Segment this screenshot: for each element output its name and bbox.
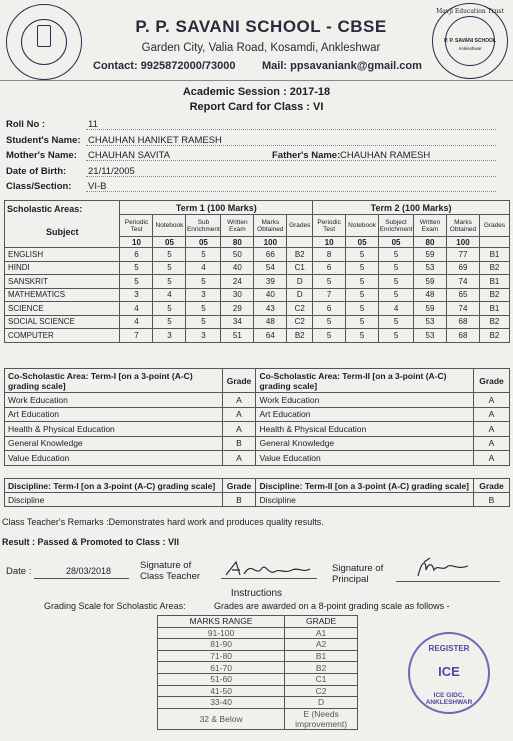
- mark-cell: 5: [379, 315, 414, 329]
- grade-cell: C1: [285, 673, 358, 685]
- subject-cell: SOCIAL SCIENCE: [5, 315, 120, 329]
- mark-cell: 5: [346, 248, 379, 262]
- grading-scale-label: Grading Scale for Scholastic Areas:: [44, 601, 186, 611]
- sig-line-2: Principal: [332, 574, 369, 585]
- mark-cell: 3: [153, 329, 186, 343]
- teacher-signature-line: [221, 578, 317, 579]
- range-cell: 71-80: [158, 650, 285, 662]
- mark-cell: 5: [379, 248, 414, 262]
- mark-cell: 5: [153, 275, 186, 289]
- co-grade-cell: A: [222, 422, 256, 437]
- subject-header-cell: [5, 201, 120, 248]
- logo-arc-text: Mavji Education Trust: [436, 8, 504, 15]
- student-name-label: Student's Name:: [6, 135, 81, 146]
- roll-label: Roll No :: [6, 119, 46, 130]
- co-area-cell: Value Education: [5, 451, 223, 466]
- grading-scale-rows: [158, 627, 358, 729]
- mark-cell: 54: [254, 261, 287, 275]
- table-row: [5, 275, 510, 289]
- table-row: [158, 650, 358, 662]
- dob-value: 21/11/2005: [88, 166, 135, 177]
- sig-line-2: Class Teacher: [140, 571, 201, 582]
- mark-cell: 59: [414, 248, 447, 262]
- mark-cell: 50: [221, 248, 254, 262]
- academic-session: Academic Session : 2017-18: [182, 86, 331, 98]
- co-grade-cell: B: [222, 436, 256, 451]
- mark-cell: B2: [287, 248, 313, 262]
- mark-cell: 6: [120, 248, 153, 262]
- co-area-cell: Value Education: [256, 451, 474, 466]
- grade-cell: D: [285, 697, 358, 709]
- table-row: [158, 662, 358, 674]
- mark-cell: 5: [379, 288, 414, 302]
- range-cell: 41-50: [158, 685, 285, 697]
- range-cell: 81-90: [158, 639, 285, 651]
- co-grade-header: Grade: [222, 369, 256, 393]
- remarks-label: Class Teacher's Remarks :: [2, 517, 109, 527]
- co-area-cell: Work Education: [5, 393, 223, 408]
- max-marks-cell: 05: [186, 237, 221, 248]
- grade-cell: A2: [285, 639, 358, 651]
- range-cell: 61-70: [158, 662, 285, 674]
- table-row: [5, 451, 510, 466]
- mark-cell: 5: [120, 261, 153, 275]
- t1-col-header: Periodic Test: [120, 215, 153, 237]
- co-grade-cell: A: [222, 407, 256, 422]
- subject-cell: SANSKRIT: [5, 275, 120, 289]
- term2-header: Term 2 (100 Marks): [313, 201, 510, 215]
- dotline: [86, 145, 496, 146]
- mother-name-label: Mother's Name:: [6, 150, 77, 161]
- co-area-cell: Health & Physical Education: [256, 422, 474, 437]
- co-term1-header: Co-Scholastic Area: Term-I [on a 3-point (A-C) grading scale]: [5, 369, 223, 393]
- table-row: [5, 248, 510, 262]
- co-area-cell: Health & Physical Education: [5, 422, 223, 437]
- mark-cell: 7: [313, 288, 346, 302]
- grade-cell: A1: [285, 627, 358, 639]
- teacher-signature-icon: [222, 558, 314, 580]
- co-grade-header: Grade: [473, 369, 509, 393]
- result-line: Result : Passed & Promoted to Class : VII: [2, 537, 180, 547]
- mark-cell: 3: [186, 329, 221, 343]
- mark-cell: 66: [254, 248, 287, 262]
- mark-cell: 5: [186, 248, 221, 262]
- principal-signature-line: [396, 581, 500, 582]
- subject-label: Subject: [45, 227, 79, 237]
- discipline-label: Discipline: [5, 493, 223, 507]
- co-grade-cell: A: [222, 393, 256, 408]
- date-label: Date :: [6, 566, 32, 577]
- torch-icon: [37, 25, 51, 47]
- subject-cell: MATHEMATICS: [5, 288, 120, 302]
- mark-cell: B1: [479, 275, 509, 289]
- mark-cell: 5: [120, 275, 153, 289]
- date-value: 28/03/2018: [66, 566, 112, 576]
- mark-cell: 4: [153, 288, 186, 302]
- mark-cell: 3: [120, 288, 153, 302]
- mark-cell: 74: [446, 302, 479, 316]
- grading-scale-note: Grades are awarded on a 8-point grading scale as follows -: [214, 601, 450, 611]
- teacher-signature-label: [140, 560, 200, 582]
- table-row: [5, 302, 510, 316]
- discipline-table: [4, 478, 510, 507]
- range-cell: 33-40: [158, 697, 285, 709]
- table-row: [158, 697, 358, 709]
- mark-cell: 5: [379, 329, 414, 343]
- mark-cell: 39: [254, 275, 287, 289]
- co-area-cell: Work Education: [256, 393, 474, 408]
- mark-cell: 34: [221, 315, 254, 329]
- table-row: [5, 422, 510, 437]
- dotline: [86, 129, 496, 130]
- scholastic-area-label: Scholastic Areas:: [7, 204, 83, 214]
- mark-cell: 53: [414, 315, 447, 329]
- mark-cell: 5: [346, 315, 379, 329]
- scholastic-rows: [5, 248, 510, 343]
- subject-cell: HINDI: [5, 261, 120, 275]
- mark-cell: 5: [313, 275, 346, 289]
- co-grade-cell: A: [473, 422, 509, 437]
- mark-cell: D: [287, 288, 313, 302]
- mark-cell: B2: [479, 288, 509, 302]
- co-scholastic-table: [4, 368, 510, 466]
- mark-cell: 59: [414, 302, 447, 316]
- mark-cell: 5: [346, 288, 379, 302]
- table-row: [5, 315, 510, 329]
- co-grade-cell: A: [473, 393, 509, 408]
- range-cell: 51-60: [158, 673, 285, 685]
- grade-header: GRADE: [285, 616, 358, 628]
- mark-cell: B1: [479, 302, 509, 316]
- mark-cell: 5: [346, 329, 379, 343]
- remarks-text: Demonstrates hard work and produces quality results.: [108, 517, 324, 527]
- mother-name-value: CHAUHAN SAVITA: [88, 150, 170, 161]
- max-marks-cell: 10: [120, 237, 153, 248]
- dob-label: Date of Birth:: [6, 166, 67, 177]
- mark-cell: 77: [446, 248, 479, 262]
- table-row: [158, 708, 358, 729]
- student-name-value: CHAUHAN HANIKET RAMESH: [88, 135, 222, 146]
- co-grade-cell: A: [473, 407, 509, 422]
- father-name-label: Father's Name:: [272, 150, 341, 161]
- mark-cell: 40: [254, 288, 287, 302]
- mark-cell: 40: [221, 261, 254, 275]
- instructions-title: Instructions: [230, 588, 283, 599]
- co-grade-cell: A: [473, 451, 509, 466]
- mark-cell: 53: [414, 261, 447, 275]
- subject-cell: ENGLISH: [5, 248, 120, 262]
- stamp-top-text: REGISTER: [428, 644, 470, 653]
- marks-range-header: MARKS RANGE: [158, 616, 285, 628]
- co-scholastic-rows: [5, 393, 510, 466]
- father-name-value: CHAUHAN RAMESH: [340, 150, 431, 161]
- t2-col-header: Written Exam: [414, 215, 447, 237]
- dotline: [86, 191, 496, 192]
- mark-cell: 4: [120, 315, 153, 329]
- co-area-cell: General Knowledge: [256, 436, 474, 451]
- mark-cell: 5: [186, 315, 221, 329]
- table-row: [5, 329, 510, 343]
- principal-signature-label: [332, 563, 383, 585]
- subject-cell: SCIENCE: [5, 302, 120, 316]
- t1-col-header: Sub Enrichment: [186, 215, 221, 237]
- dotline: [86, 160, 496, 161]
- grading-scale-table: [157, 615, 358, 730]
- table-row: [5, 436, 510, 451]
- discipline-grade-header: Grade: [473, 479, 509, 493]
- school-contact: Contact: 9925872000/73000: [93, 60, 236, 72]
- mark-cell: C2: [287, 315, 313, 329]
- sig-line-1: Signature of: [332, 563, 384, 574]
- mark-cell: 30: [221, 288, 254, 302]
- mark-cell: 5: [153, 248, 186, 262]
- school-mail: Mail: ppsavaniank@gmail.com: [262, 60, 422, 72]
- mark-cell: C2: [287, 302, 313, 316]
- school-address: Garden City, Valia Road, Kosamdi, Ankleshwar: [141, 42, 381, 54]
- range-cell: 32 & Below: [158, 708, 285, 729]
- header-divider: [0, 80, 513, 81]
- max-marks-cell: 80: [221, 237, 254, 248]
- mark-cell: B2: [287, 329, 313, 343]
- mark-cell: 5: [313, 329, 346, 343]
- teacher-remarks: [2, 517, 324, 527]
- mark-cell: 53: [414, 329, 447, 343]
- mark-cell: 4: [186, 261, 221, 275]
- mark-cell: 5: [346, 275, 379, 289]
- max-marks-cell: [287, 237, 313, 248]
- mark-cell: 6: [313, 261, 346, 275]
- co-term2-header: Co-Scholastic Area: Term-II [on a 3-point (A-C) grading scale]: [256, 369, 474, 393]
- school-logo-left: [6, 4, 82, 80]
- grade-cell: E (Needs improvement): [285, 708, 358, 729]
- mark-cell: B2: [479, 329, 509, 343]
- range-cell: 91-100: [158, 627, 285, 639]
- mark-cell: 5: [379, 275, 414, 289]
- t2-col-header: Notebook: [346, 215, 379, 237]
- discipline-term2-header: Discipline: Term-II [on a 3-point (A-C) grading scale]: [256, 479, 474, 493]
- max-marks-cell: 05: [379, 237, 414, 248]
- co-area-cell: Art Education: [256, 407, 474, 422]
- registration-stamp: [408, 632, 490, 714]
- max-marks-cell: 100: [446, 237, 479, 248]
- mark-cell: 68: [446, 329, 479, 343]
- grade-cell: B2: [285, 662, 358, 674]
- sig-line-1: Signature of: [140, 560, 192, 571]
- mark-cell: 74: [446, 275, 479, 289]
- dotline: [86, 176, 496, 177]
- subject-cell: COMPUTER: [5, 329, 120, 343]
- table-row: [5, 261, 510, 275]
- co-grade-cell: A: [222, 451, 256, 466]
- principal-signature-icon: [412, 556, 472, 580]
- t1-col-header: Marks Obtained: [254, 215, 287, 237]
- table-row: [5, 393, 510, 408]
- logo-place-text: Ankleshwar: [458, 46, 482, 51]
- mark-cell: 5: [153, 315, 186, 329]
- mark-cell: 4: [120, 302, 153, 316]
- mark-cell: 5: [346, 302, 379, 316]
- mark-cell: 8: [313, 248, 346, 262]
- table-row: [158, 639, 358, 651]
- mark-cell: 59: [414, 275, 447, 289]
- trust-logo-right: [432, 3, 508, 79]
- school-name: P. P. SAVANI SCHOOL - CBSE: [135, 17, 387, 36]
- mark-cell: 48: [414, 288, 447, 302]
- discipline-grade-t2: B: [473, 493, 509, 507]
- mark-cell: 5: [379, 261, 414, 275]
- co-area-cell: General Knowledge: [5, 436, 223, 451]
- t1-col-header: Grades: [287, 215, 313, 237]
- discipline-grade-t1: B: [222, 493, 256, 507]
- mark-cell: C1: [287, 261, 313, 275]
- grade-cell: C2: [285, 685, 358, 697]
- mark-cell: B1: [479, 248, 509, 262]
- table-row: [5, 407, 510, 422]
- logo-school-text: P. P. SAVANI SCHOOL: [444, 38, 496, 44]
- t2-col-header: Grades: [479, 215, 509, 237]
- max-marks-cell: 05: [346, 237, 379, 248]
- max-marks-cell: 05: [153, 237, 186, 248]
- scholastic-table: [4, 200, 510, 343]
- date-underline: [34, 578, 129, 579]
- t2-col-header: Subject Enrichment: [379, 215, 414, 237]
- discipline-grade-header: Grade: [222, 479, 256, 493]
- grade-cell: B1: [285, 650, 358, 662]
- mark-cell: 5: [153, 302, 186, 316]
- mark-cell: 5: [313, 315, 346, 329]
- co-grade-cell: A: [473, 436, 509, 451]
- mark-cell: B2: [479, 315, 509, 329]
- mark-cell: 3: [186, 288, 221, 302]
- term1-header: Term 1 (100 Marks): [120, 201, 313, 215]
- t2-col-header: Periodic Test: [313, 215, 346, 237]
- table-row: [158, 627, 358, 639]
- mark-cell: 48: [254, 315, 287, 329]
- class-value: VI-B: [88, 181, 107, 192]
- mark-cell: 69: [446, 261, 479, 275]
- mark-cell: 4: [379, 302, 414, 316]
- t1-col-header: Notebook: [153, 215, 186, 237]
- class-label: Class/Section:: [6, 181, 72, 192]
- max-marks-cell: 100: [254, 237, 287, 248]
- stamp-bottom-text: ICE GIDC, ANKLESHWAR: [425, 692, 473, 706]
- discipline-label: Discipline: [256, 493, 474, 507]
- mark-cell: B2: [479, 261, 509, 275]
- mark-cell: 5: [346, 261, 379, 275]
- mark-cell: 24: [221, 275, 254, 289]
- mark-cell: 5: [153, 261, 186, 275]
- t2-col-header: Marks Obtained: [446, 215, 479, 237]
- max-marks-cell: [479, 237, 509, 248]
- mark-cell: 65: [446, 288, 479, 302]
- mark-cell: 29: [221, 302, 254, 316]
- stamp-middle-text: ICE: [438, 664, 460, 679]
- discipline-term1-header: Discipline: Term-I [on a 3-point (A-C) grading scale]: [5, 479, 223, 493]
- mark-cell: 68: [446, 315, 479, 329]
- t1-col-header: Written Exam: [221, 215, 254, 237]
- mark-cell: 5: [186, 302, 221, 316]
- table-row: [158, 685, 358, 697]
- max-marks-cell: 80: [414, 237, 447, 248]
- roll-value: 11: [88, 119, 98, 130]
- table-row: [158, 673, 358, 685]
- mark-cell: 5: [186, 275, 221, 289]
- table-row: [5, 288, 510, 302]
- report-title: Report Card for Class : VI: [189, 101, 324, 113]
- mark-cell: D: [287, 275, 313, 289]
- mark-cell: 51: [221, 329, 254, 343]
- mark-cell: 64: [254, 329, 287, 343]
- co-area-cell: Art Education: [5, 407, 223, 422]
- mark-cell: 7: [120, 329, 153, 343]
- mark-cell: 43: [254, 302, 287, 316]
- mark-cell: 6: [313, 302, 346, 316]
- max-marks-cell: 10: [313, 237, 346, 248]
